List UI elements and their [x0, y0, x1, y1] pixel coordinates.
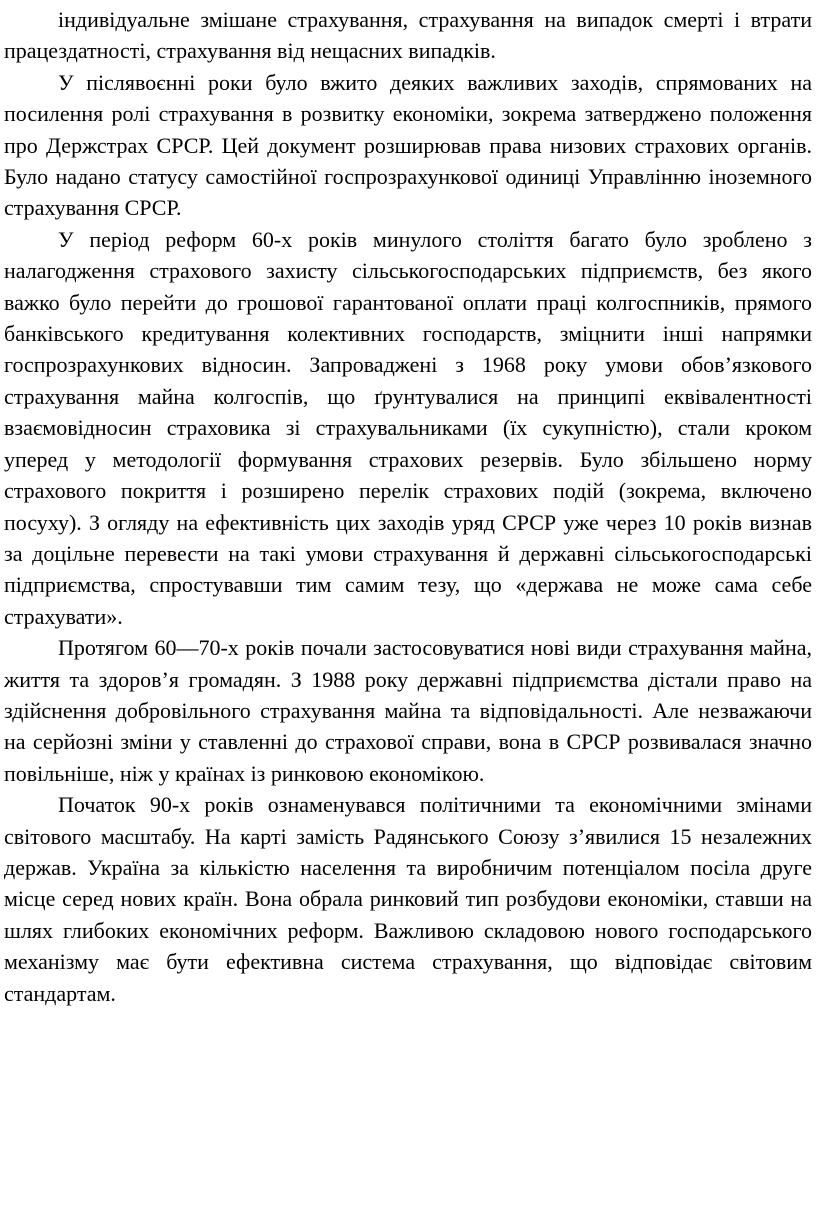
paragraph-reforms-60s: У період реформ 60-х років минулого століття багато було зроблено з налагодження страхового захисту сільськогосподарських підприємств, без якого важко було перейти до грошової гарантованої оплати праці колгоспників, прямого банківського кредитування колективних господарств, зміцнити інші напрямки госпрозрахункових відносин. Запроваджені з 1968 року умови обов’язкового страхування майна колгоспів, що ґрунтувалися на принципі еквівалентності взаємовідносин страховика зі страхувальниками (їх сукупністю), стали кроком уперед у методології формування страхових резервів. Було збільшено норму страхового покриття і розширено перелік страхових подій (зокрема, включено посуху). З огляду на ефективність цих заходів уряд СРСР уже через 10 років визнав за доцільне перевести на такі умови страхування й державні сільськогосподарські підприємства, спростувавши тим самим тезу, що «держава не може сама себе страхувати». — [4, 226, 812, 629]
paragraph-90s: Початок 90-х років ознаменувався політичними та економічними змінами світового масштабу. На карті замість Радянського Союзу з’явилися 15 незалежних держав. Україна за кількістю населення та виробничим потенціалом посіла друге місце серед нових країн. Вона обрала ринковий тип розбудови економіки, ставши на шлях глибоких економічних реформ. Важливою складовою нового господарського механізму має бути ефективна система страхування, що відповідає світовим стандартам. — [4, 792, 812, 1006]
paragraph-postwar: У післявоєнні роки було вжито деяких важливих заходів, спрямованих на посилення ролі страхування в розвитку економіки, зокрема затверджено положення про Держстрах СРСР. Цей документ розширював права низових страхових органів. Було надано статусу самостійної госпрозрахункової одиниці Управлінню іноземного страхування СРСР. — [4, 69, 812, 221]
paragraph-60-70s: Протягом 60—70-х років почали застосовуватися нові види страхування майна, життя та здоров’я громадян. З 1988 року державні підприємства дістали право на здійснення добровільного страхування майна та відповідальності. Але незважаючи на серйозні зміни у ставленні до страхової справи, вона в СРСР розвивалася значно повільніше, ніж у країнах із ринковою економікою. — [4, 635, 812, 786]
paragraph-continued: індивідуальне змішане страхування, страхування на випадок смерті і втрати працездатності, страхування від нещасних випадків. — [4, 7, 812, 64]
